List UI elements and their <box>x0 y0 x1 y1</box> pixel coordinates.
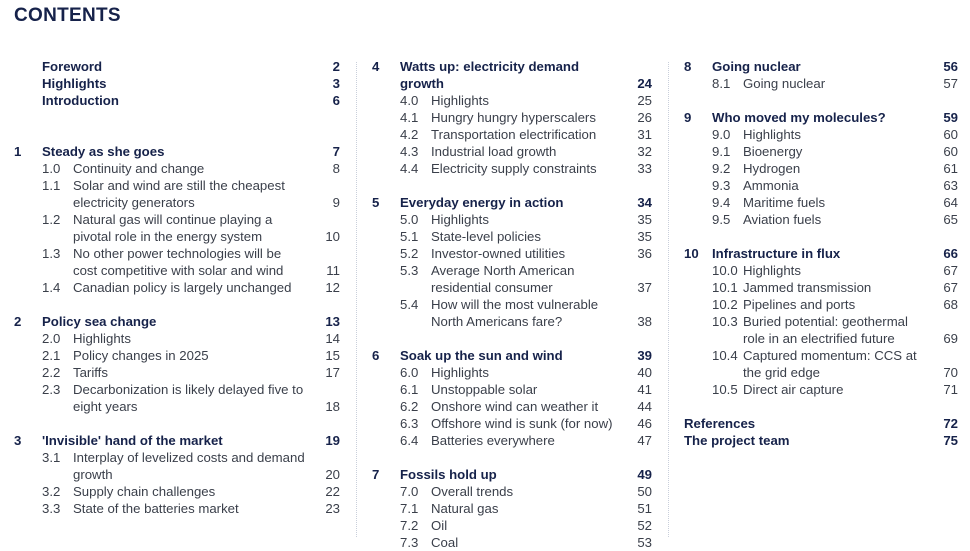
toc-number: 5.2 <box>400 246 419 261</box>
toc-page-number: 35 <box>637 229 652 244</box>
toc-subsection[interactable] <box>14 364 340 381</box>
toc-label: Solar and wind are still the cheapest electricity generators <box>73 178 285 210</box>
toc-page-number: 59 <box>943 110 958 125</box>
toc-page-number: 41 <box>637 382 652 397</box>
column-divider <box>668 62 669 537</box>
toc-section[interactable] <box>684 432 958 449</box>
toc-label: Pipelines and ports <box>743 297 856 312</box>
toc-page-number: 50 <box>637 484 652 499</box>
toc-page-number: 19 <box>325 433 340 448</box>
toc-subsection[interactable] <box>14 211 340 245</box>
toc-section[interactable] <box>14 313 340 330</box>
spacer <box>14 296 340 313</box>
toc-subsection[interactable] <box>372 109 652 126</box>
toc-label: Bioenergy <box>743 144 803 159</box>
toc-number: 2.2 <box>42 365 61 380</box>
toc-page-number: 61 <box>943 161 958 176</box>
toc-subsection[interactable] <box>372 245 652 262</box>
toc-section[interactable] <box>14 143 340 160</box>
toc-subsection[interactable] <box>684 279 958 296</box>
toc-label: Jammed transmission <box>743 280 872 295</box>
toc-page-number: 20 <box>325 467 340 482</box>
toc-label: Policy sea change <box>42 314 157 329</box>
toc-label: Natural gas will continue playing a pivotal role in the energy system <box>73 212 273 244</box>
toc-number: 5.0 <box>400 212 419 227</box>
spacer <box>14 415 340 432</box>
toc-number: 8.1 <box>712 76 731 91</box>
toc-number: 4.4 <box>400 161 419 176</box>
toc-label: 'Invisible' hand of the market <box>42 433 223 448</box>
toc-page-number: 34 <box>637 195 652 210</box>
toc-number: 9.2 <box>712 161 731 176</box>
toc-number: 2.3 <box>42 382 61 397</box>
toc-label: Ammonia <box>743 178 799 193</box>
toc-subsection[interactable] <box>372 500 652 517</box>
toc-section[interactable] <box>684 109 958 126</box>
toc-number: 9 <box>684 110 692 125</box>
toc-number: 1.0 <box>42 161 61 176</box>
toc-number: 4.0 <box>400 93 419 108</box>
toc-column-1 <box>14 58 340 517</box>
toc-page-number: 8 <box>332 161 340 176</box>
toc-label: Overall trends <box>431 484 514 499</box>
toc-number: 2 <box>14 314 22 329</box>
toc-number: 10.0 <box>712 263 738 278</box>
toc-label: Investor-owned utilities <box>431 246 566 261</box>
toc-label: How will the most vulnerable North Americans fare? <box>431 297 599 329</box>
toc-subsection[interactable] <box>14 177 340 211</box>
toc-number: 3.2 <box>42 484 61 499</box>
toc-section[interactable] <box>372 194 652 211</box>
toc-label: Watts up: electricity demand growth <box>400 59 580 91</box>
toc-number: 7.3 <box>400 535 419 550</box>
toc-page-number: 56 <box>943 59 958 74</box>
toc-subsection[interactable] <box>14 500 340 517</box>
toc-label: References <box>684 416 756 431</box>
toc-number: 5.3 <box>400 263 419 278</box>
toc-page-number: 63 <box>943 178 958 193</box>
toc-number: 9.5 <box>712 212 731 227</box>
toc-subsection[interactable] <box>14 330 340 347</box>
spacer <box>14 126 340 143</box>
toc-label: Decarbonization is likely delayed five to eight years <box>73 382 304 414</box>
toc-label: Highlights <box>73 331 131 346</box>
toc-page-number: 23 <box>325 501 340 516</box>
toc-page-number: 7 <box>332 144 340 159</box>
toc-label: Hydrogen <box>743 161 801 176</box>
toc-section[interactable] <box>14 58 340 75</box>
toc-page-number: 32 <box>637 144 652 159</box>
toc-page-number: 68 <box>943 297 958 312</box>
toc-label: Interplay of levelized costs and demand growth <box>73 450 305 482</box>
toc-column-2 <box>372 58 652 551</box>
toc-subsection[interactable] <box>372 381 652 398</box>
toc-number: 10.3 <box>712 314 738 329</box>
toc-number: 10.5 <box>712 382 738 397</box>
toc-number: 3.3 <box>42 501 61 516</box>
toc-section[interactable] <box>372 347 652 364</box>
toc-subsection[interactable] <box>372 296 652 330</box>
toc-page-number: 66 <box>943 246 958 261</box>
toc-label: Steady as she goes <box>42 144 165 159</box>
toc-label: Batteries everywhere <box>431 433 555 448</box>
toc-subsection[interactable] <box>14 483 340 500</box>
toc-subsection[interactable] <box>14 160 340 177</box>
toc-number: 4.1 <box>400 110 419 125</box>
toc-subsection[interactable] <box>372 364 652 381</box>
toc-label: Buried potential: geothermal role in an electrified future <box>743 314 908 346</box>
toc-page-number: 18 <box>325 399 340 414</box>
toc-label: Fossils hold up <box>400 467 497 482</box>
toc-label: Everyday energy in action <box>400 195 564 210</box>
toc-number: 7.1 <box>400 501 419 516</box>
toc-section[interactable] <box>684 415 958 432</box>
toc-label: Soak up the sun and wind <box>400 348 563 363</box>
toc-number: 9.1 <box>712 144 731 159</box>
toc-page-number: 35 <box>637 212 652 227</box>
toc-page-number: 22 <box>325 484 340 499</box>
toc-section[interactable] <box>14 432 340 449</box>
spacer <box>372 449 652 466</box>
toc-label: Highlights <box>431 365 489 380</box>
toc-number: 2.1 <box>42 348 61 363</box>
toc-page-number: 52 <box>637 518 652 533</box>
toc-subsection[interactable] <box>372 228 652 245</box>
toc-subsection[interactable] <box>684 126 958 143</box>
toc-label: State-level policies <box>431 229 541 244</box>
toc-subsection[interactable] <box>684 211 958 228</box>
toc-page-number: 3 <box>332 76 340 91</box>
toc-page-number: 60 <box>943 144 958 159</box>
toc-page-number: 33 <box>637 161 652 176</box>
toc-subsection[interactable] <box>684 313 958 347</box>
toc-number: 10.1 <box>712 280 738 295</box>
toc-page-number: 46 <box>637 416 652 431</box>
toc-page-number: 25 <box>637 93 652 108</box>
toc-page-number: 12 <box>325 280 340 295</box>
toc-subsection[interactable] <box>684 347 958 381</box>
toc-label: The project team <box>684 433 790 448</box>
toc-number: 1 <box>14 144 22 159</box>
toc-page-number: 71 <box>943 382 958 397</box>
toc-page-number: 70 <box>943 365 958 380</box>
toc-page-number: 75 <box>943 433 958 448</box>
toc-number: 4.2 <box>400 127 419 142</box>
toc-label: Highlights <box>743 127 801 142</box>
toc-label: Policy changes in 2025 <box>73 348 209 363</box>
toc-subsection[interactable] <box>372 398 652 415</box>
toc-column-3 <box>684 58 958 449</box>
toc-number: 10 <box>684 246 699 261</box>
toc-label: Onshore wind can weather it <box>431 399 599 414</box>
toc-subsection[interactable] <box>14 347 340 364</box>
toc-number: 6.3 <box>400 416 419 431</box>
toc-subsection[interactable] <box>684 75 958 92</box>
toc-subsection[interactable] <box>684 381 958 398</box>
toc-number: 8 <box>684 59 692 74</box>
toc-number: 1.3 <box>42 246 61 261</box>
toc-number: 5 <box>372 195 380 210</box>
spacer <box>14 109 340 126</box>
toc-page-number: 36 <box>637 246 652 261</box>
toc-subsection[interactable] <box>684 262 958 279</box>
toc-page-number: 47 <box>637 433 652 448</box>
toc-number: 6 <box>372 348 380 363</box>
toc-number: 10.4 <box>712 348 738 363</box>
toc-subsection[interactable] <box>372 534 652 551</box>
toc-subsection[interactable] <box>684 194 958 211</box>
toc-section[interactable] <box>684 58 958 75</box>
toc-page-number: 2 <box>332 59 340 74</box>
toc-label: Hungry hungry hyperscalers <box>431 110 596 125</box>
toc-label: Tariffs <box>73 365 108 380</box>
toc-label: Highlights <box>431 93 489 108</box>
toc-page-number: 44 <box>637 399 652 414</box>
toc-label: Infrastructure in flux <box>712 246 841 261</box>
toc-number: 9.0 <box>712 127 731 142</box>
toc-section[interactable] <box>684 245 958 262</box>
toc-page-number: 64 <box>943 195 958 210</box>
toc-page-number: 9 <box>332 195 340 210</box>
toc-number: 7 <box>372 467 380 482</box>
toc-page-number: 24 <box>637 76 652 91</box>
toc-page-number: 40 <box>637 365 652 380</box>
toc-subsection[interactable] <box>372 211 652 228</box>
toc-subsection[interactable] <box>372 415 652 432</box>
toc-subsection[interactable] <box>684 160 958 177</box>
toc-label: Captured momentum: CCS at the grid edge <box>743 348 917 380</box>
toc-label: Aviation fuels <box>743 212 822 227</box>
toc-subsection[interactable] <box>684 143 958 160</box>
toc-label: Going nuclear <box>712 59 801 74</box>
toc-subsection[interactable] <box>372 126 652 143</box>
toc-label: Highlights <box>42 76 107 91</box>
toc-number: 9.3 <box>712 178 731 193</box>
toc-subsection[interactable] <box>14 279 340 296</box>
toc-page-number: 49 <box>637 467 652 482</box>
toc-label: Highlights <box>743 263 801 278</box>
toc-subsection[interactable] <box>684 177 958 194</box>
toc-label: Supply chain challenges <box>73 484 216 499</box>
toc-label: Electricity supply constraints <box>431 161 597 176</box>
toc-number: 7.0 <box>400 484 419 499</box>
toc-subsection[interactable] <box>372 517 652 534</box>
toc-number: 5.1 <box>400 229 419 244</box>
toc-subsection[interactable] <box>372 262 652 296</box>
toc-page-number: 53 <box>637 535 652 550</box>
toc-number: 6.2 <box>400 399 419 414</box>
toc-number: 4 <box>372 59 380 74</box>
toc-label: Unstoppable solar <box>431 382 538 397</box>
toc-subsection[interactable] <box>14 245 340 279</box>
toc-page-number: 13 <box>325 314 340 329</box>
toc-label: Natural gas <box>431 501 499 516</box>
toc-page-number: 15 <box>325 348 340 363</box>
toc-page-number: 57 <box>943 76 958 91</box>
toc-subsection[interactable] <box>372 160 652 177</box>
toc-page-number: 38 <box>637 314 652 329</box>
spacer <box>372 177 652 194</box>
toc-label: Offshore wind is sunk (for now) <box>431 416 613 431</box>
toc-label: Industrial load growth <box>431 144 557 159</box>
toc-page-number: 69 <box>943 331 958 346</box>
toc-page-number: 31 <box>637 127 652 142</box>
spacer <box>684 92 958 109</box>
toc-subsection[interactable] <box>14 381 340 415</box>
toc-number: 1.4 <box>42 280 61 295</box>
toc-section[interactable] <box>372 58 652 92</box>
toc-number: 5.4 <box>400 297 419 312</box>
toc-page-number: 72 <box>943 416 958 431</box>
toc-label: Oil <box>431 518 448 533</box>
toc-number: 9.4 <box>712 195 731 210</box>
toc-subsection[interactable] <box>372 432 652 449</box>
toc-label: Average North American residential consumer <box>431 263 575 295</box>
toc-section[interactable] <box>14 75 340 92</box>
toc-label: Maritime fuels <box>743 195 826 210</box>
toc-page-number: 51 <box>637 501 652 516</box>
column-divider <box>356 62 357 537</box>
toc-label: Going nuclear <box>743 76 826 91</box>
toc-number: 4.3 <box>400 144 419 159</box>
toc-label: Coal <box>431 535 459 550</box>
toc-page-number: 6 <box>332 93 340 108</box>
toc-number: 2.0 <box>42 331 61 346</box>
toc-number: 6.4 <box>400 433 419 448</box>
toc-label: Transportation electrification <box>431 127 597 142</box>
toc-page-number: 60 <box>943 127 958 142</box>
toc-label: Canadian policy is largely unchanged <box>73 280 292 295</box>
toc-label: Who moved my molecules? <box>712 110 886 125</box>
toc-label: Continuity and change <box>73 161 205 176</box>
toc-number: 6.0 <box>400 365 419 380</box>
toc-number: 7.2 <box>400 518 419 533</box>
toc-number: 3 <box>14 433 22 448</box>
page-title: CONTENTS <box>14 5 121 26</box>
toc-page-number: 26 <box>637 110 652 125</box>
toc-section[interactable] <box>14 92 340 109</box>
toc-number: 3.1 <box>42 450 61 465</box>
toc-page-number: 37 <box>637 280 652 295</box>
toc-page-number: 10 <box>325 229 340 244</box>
toc-page-number: 39 <box>637 348 652 363</box>
toc-subsection[interactable] <box>14 449 340 483</box>
toc-label: Highlights <box>431 212 489 227</box>
toc-subsection[interactable] <box>372 92 652 109</box>
toc-page-number: 67 <box>943 280 958 295</box>
toc-number: 10.2 <box>712 297 738 312</box>
spacer <box>684 228 958 245</box>
toc-label: Direct air capture <box>743 382 844 397</box>
toc-page-number: 17 <box>325 365 340 380</box>
toc-subsection[interactable] <box>372 483 652 500</box>
spacer <box>372 330 652 347</box>
toc-label: State of the batteries market <box>73 501 239 516</box>
toc-subsection[interactable] <box>684 296 958 313</box>
toc-number: 1.1 <box>42 178 61 193</box>
toc-section[interactable] <box>372 466 652 483</box>
toc-page-number: 67 <box>943 263 958 278</box>
toc-page-number: 11 <box>326 263 340 278</box>
toc-label: Foreword <box>42 59 103 74</box>
spacer <box>684 398 958 415</box>
toc-number: 1.2 <box>42 212 61 227</box>
toc-number: 6.1 <box>400 382 419 397</box>
toc-subsection[interactable] <box>372 143 652 160</box>
toc-page-number: 65 <box>943 212 958 227</box>
toc-page-number: 14 <box>325 331 340 346</box>
toc-label: No other power technologies will be cost competitive with solar and wind <box>73 246 284 278</box>
toc-label: Introduction <box>42 93 119 108</box>
